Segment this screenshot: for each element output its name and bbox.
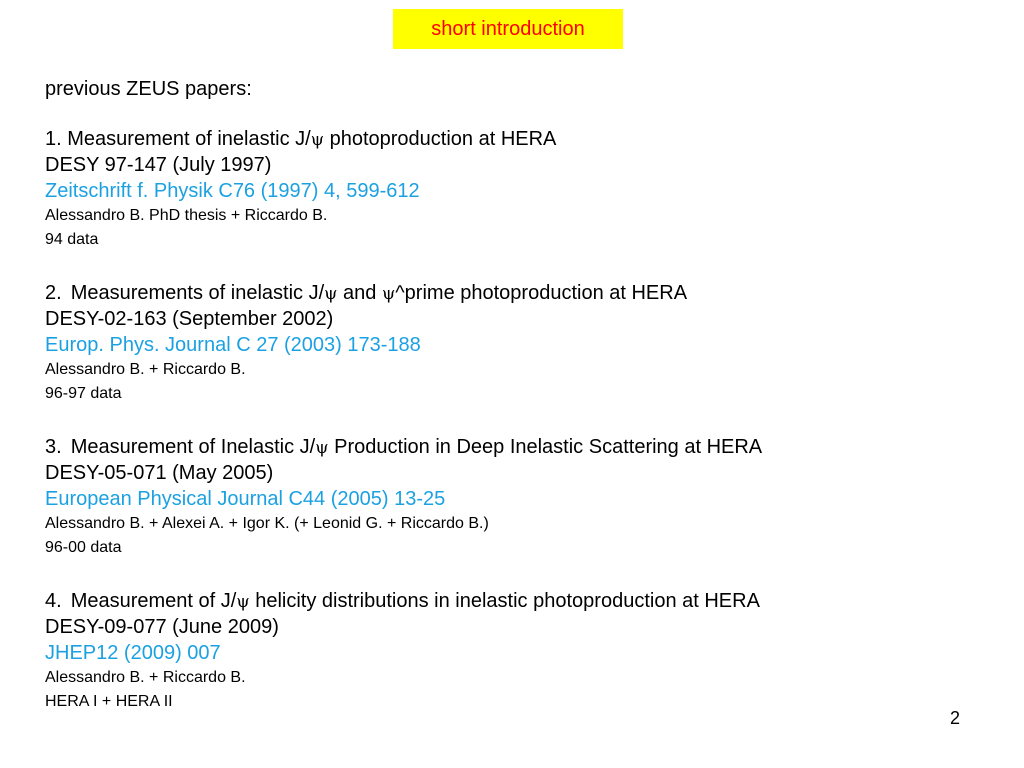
paper-number: 2. xyxy=(45,282,62,304)
paper-journal: European Physical Journal C44 (2005) 13-25 xyxy=(45,488,446,510)
paper-title: 1. Measurement of inelastic J/ψ photoproduction at HERA xyxy=(45,128,557,150)
paper-preprint: DESY-09-077 (June 2009) xyxy=(45,616,279,638)
paper-number: 3. xyxy=(45,436,62,458)
paper-number: 4. xyxy=(45,590,62,612)
paper-journal: Europ. Phys. Journal C 27 (2003) 173-188 xyxy=(45,334,421,356)
paper-4 xyxy=(45,588,1005,714)
psi-symbol: ψ xyxy=(324,284,338,304)
paper-journal: Zeitschrift f. Physik C76 (1997) 4, 599-612 xyxy=(45,180,420,202)
psi-symbol: ψ xyxy=(315,438,329,458)
paper-authors: Alessandro B. + Riccardo B. xyxy=(45,361,246,378)
paper-data: 96-97 data xyxy=(45,385,122,402)
paper-preprint: DESY-05-071 (May 2005) xyxy=(45,462,274,484)
page-number: 2 xyxy=(950,708,961,728)
psi-symbol: ψ xyxy=(310,130,325,150)
paper-3 xyxy=(45,434,1005,560)
paper-title: 4. Measurement of J/ψ helicity distributions in inelastic photoproduction at HERA xyxy=(45,590,760,612)
paper-preprint: DESY-02-163 (September 2002) xyxy=(45,308,334,330)
paper-authors: Alessandro B. + Alexei A. + Igor K. (+ Leonid G. + Riccardo B.) xyxy=(45,515,489,532)
paper-number: 1. xyxy=(45,128,62,150)
paper-journal: JHEP12 (2009) 007 xyxy=(45,642,221,664)
psi-symbol: ψ xyxy=(236,592,250,612)
paper-2 xyxy=(45,280,1005,406)
paper-authors: Alessandro B. PhD thesis + Riccardo B. xyxy=(45,207,328,224)
paper-preprint: DESY 97-147 (July 1997) xyxy=(45,154,272,176)
paper-title: 3. Measurement of Inelastic J/ψ Production in Deep Inelastic Scattering at HERA xyxy=(45,436,763,458)
paper-title: 2. Measurements of inelastic J/ψ and ψ^prime photoproduction at HERA xyxy=(45,282,688,304)
paper-data: 96-00 data xyxy=(45,539,122,556)
paper-data: HERA I + HERA II xyxy=(45,693,173,710)
papers-heading: previous ZEUS papers: xyxy=(45,78,252,100)
slide-title-text: short introduction xyxy=(431,17,585,40)
paper-data: 94 data xyxy=(45,231,99,248)
slide-content xyxy=(45,76,1005,714)
paper-authors: Alessandro B. + Riccardo B. xyxy=(45,669,246,686)
slide-title xyxy=(393,9,623,49)
paper-1 xyxy=(45,126,1005,252)
psi-symbol: ψ xyxy=(381,284,396,304)
